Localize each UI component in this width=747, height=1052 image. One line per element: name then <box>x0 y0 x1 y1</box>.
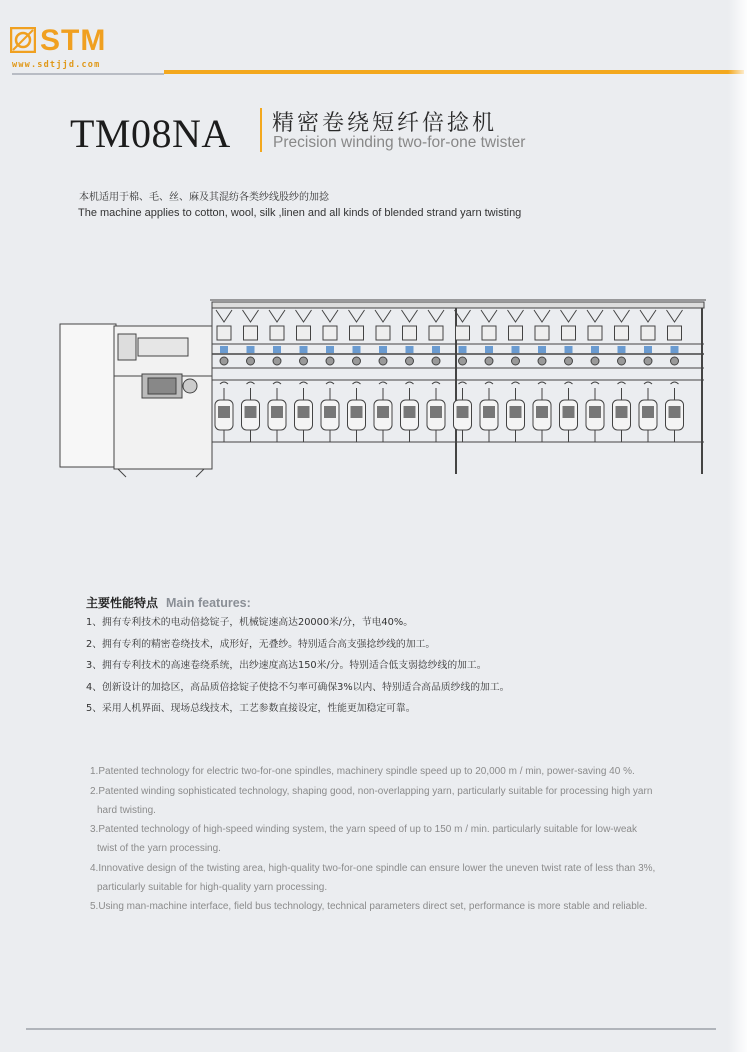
intro-chinese: 本机适用于棉、毛、丝、麻及其混纺各类纱线股纱的加捻 <box>79 192 329 203</box>
feature-en-continuation: particularly suitable for high-quality yarn processing. <box>97 881 328 893</box>
title-separator <box>260 108 262 152</box>
brand-name: STM <box>40 24 107 57</box>
feature-cn-item: 5、采用人机界面、现场总线技术，工艺参数直接设定，性能更加稳定可靠。 <box>86 703 416 714</box>
spindle-unit <box>295 310 313 442</box>
model-number: TM08NA <box>70 111 231 156</box>
brand-url: www.sdtjjd.com <box>12 60 101 70</box>
spindle-unit <box>215 310 233 442</box>
spindle-unit <box>374 310 392 442</box>
two-for-one-twister-machine-drawing-icon <box>56 288 716 483</box>
feature-en-item <box>90 897 715 916</box>
feature-cn-item: 3、拥有专利技术的高速卷绕系统，出纱速度高达150米/分。特别适合低支弱捻纱线的加工。 <box>86 660 487 671</box>
spindle-unit <box>507 310 525 442</box>
feature-en-continuation: twist of the yarn processing. <box>97 843 221 854</box>
features-heading-cn: 主要性能特点 <box>86 596 159 610</box>
spindle-unit <box>560 310 578 442</box>
feature-en-line: 1.Patented technology for electric two-for-one spindles, machinery spindle speed up to 20,000 m / min, power-saving 40 %. <box>90 766 635 777</box>
features-heading <box>86 594 251 611</box>
header-rule-grey <box>12 73 164 75</box>
spindle-unit <box>480 310 498 442</box>
feature-en-item <box>90 859 715 897</box>
spindle-unit <box>348 310 366 442</box>
spindle-unit <box>586 310 604 442</box>
spindle-unit <box>613 310 631 442</box>
page-edge-shading <box>728 0 747 1052</box>
spindle-unit <box>427 310 445 442</box>
features-heading-en: Main features: <box>166 596 251 610</box>
spindle-unit <box>533 310 551 442</box>
brand-logo <box>10 26 130 76</box>
spindle-unit <box>639 310 657 442</box>
title-english: Precision winding two-for-one twister <box>273 134 526 151</box>
footer-rule <box>26 1028 716 1030</box>
spindle-unit <box>321 310 339 442</box>
feature-en-continuation: hard twisting. <box>97 804 156 816</box>
spindle-unit <box>401 310 419 442</box>
feature-en-item <box>90 782 715 820</box>
feature-en-line: 3.Patented technology of high-speed winding system, the yarn speed of up to 150 m / min. particularly suitable for low-weak <box>90 824 637 835</box>
feature-en-item <box>90 762 715 781</box>
feature-cn-item: 2、拥有专利的精密卷绕技术，成形好，无叠纱。特别适合高支强捻纱线的加工。 <box>86 638 436 650</box>
feature-en-line: 4.Innovative design of the twisting area, high-quality two-for-one spindle can ensure lower the uneven twist rate of less than 3%, <box>90 862 656 874</box>
feature-cn-item: 1、拥有专利技术的电动倍捻锭子，机械锭速高达20000米/分，节电40%。 <box>86 617 413 628</box>
features-list-chinese <box>86 614 509 722</box>
stm-logo-icon <box>10 27 36 53</box>
features-list-english <box>90 762 715 917</box>
feature-en-item <box>90 820 715 858</box>
feature-cn-item: 4、创新设计的加捻区，高品质倍捻锭子使捻不匀率可确保3%以内、特别适合高品质纱线的加工。 <box>86 681 510 693</box>
feature-en-line: 5.Using man-machine interface, field bus technology, technical parameters direct set, performance is more stable and reliable. <box>90 901 648 912</box>
header-rule-orange <box>164 70 744 74</box>
title-chinese: 精密卷绕短纤倍捻机 <box>272 111 498 136</box>
intro-english: The machine applies to cotton, wool, silk ,linen and all kinds of blended strand yarn twisting <box>78 207 522 219</box>
spindle-unit <box>268 310 286 442</box>
spindle-unit <box>666 310 684 442</box>
spindle-unit <box>242 310 260 442</box>
feature-en-line: 2.Patented winding sophisticated technology, shaping good, non-overlapping yarn, particularly suitable for processing high yarn <box>90 785 653 797</box>
